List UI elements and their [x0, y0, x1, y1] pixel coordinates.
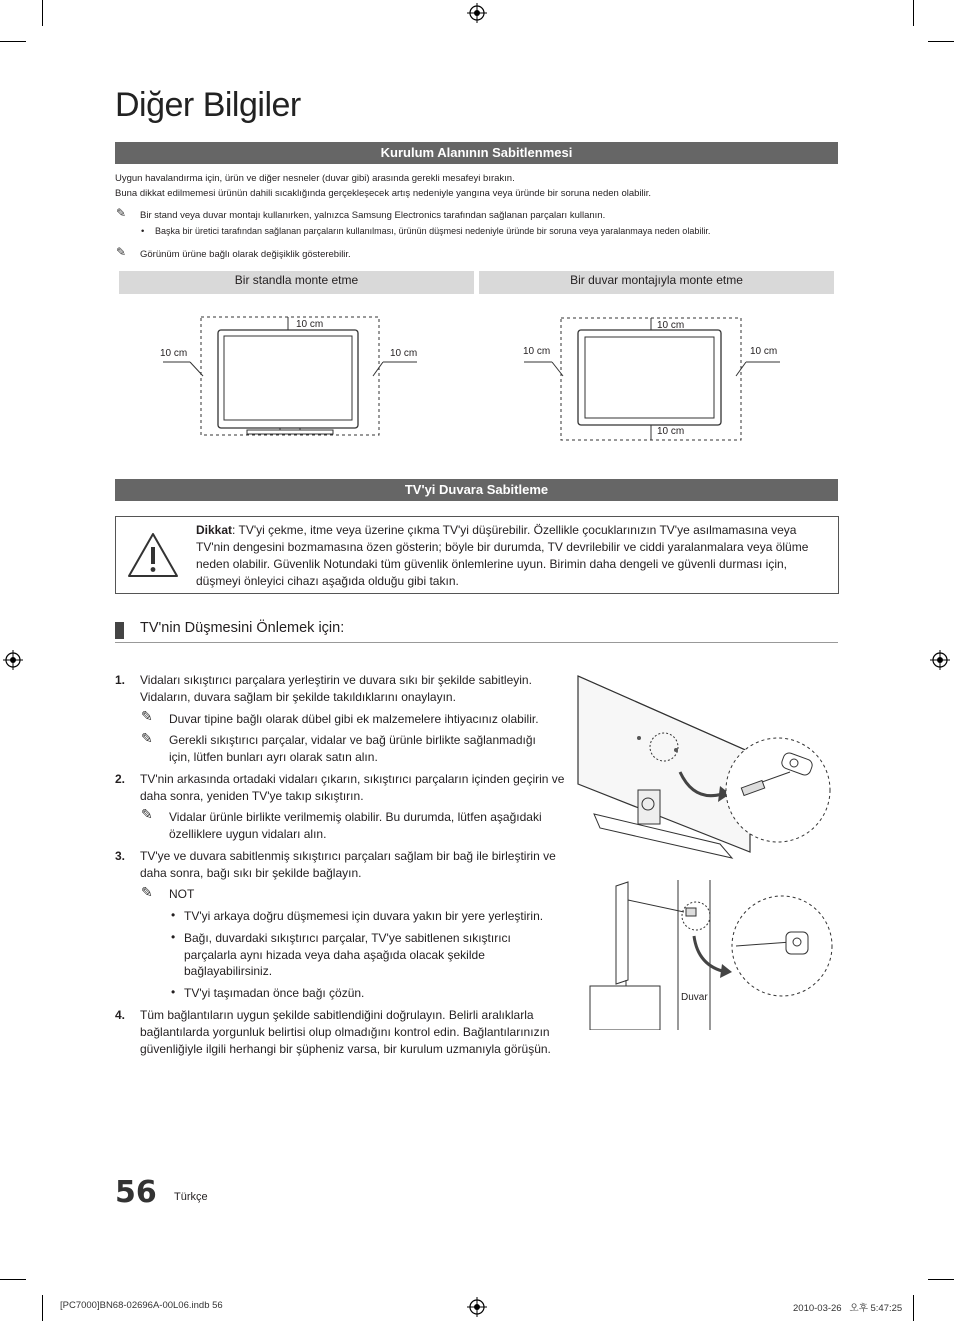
dimension-label: 10 cm — [160, 348, 188, 359]
wall-label: Duvar — [681, 992, 708, 1003]
crop-mark — [42, 1295, 43, 1321]
dimension-label: 10 cm — [296, 319, 324, 330]
step-number: 1. — [115, 673, 126, 687]
subsection-heading — [115, 620, 838, 643]
pencil-note-icon: ✎ — [116, 245, 127, 259]
subsection-heading-text: TV'nin Düşmesini Önlemek için: — [140, 620, 345, 636]
pencil-note-icon: ✎ — [141, 806, 153, 822]
bullet-text-1: Başka bir üretici tarafından sağlanan parçaların kullanılması, ürünün düşmesi nedeniyle üründe bir soruna veya yaralanmaya neden olabilir. — [155, 226, 711, 236]
heading-marker — [115, 622, 124, 639]
crop-mark — [0, 1279, 26, 1280]
bullet-text: TV'yi taşımadan önce bağı çözün. — [184, 986, 365, 1000]
crop-mark — [913, 0, 914, 26]
bullet-icon: • — [171, 985, 176, 999]
bullet-text: TV'yi arkaya doğru düşmemesi için duvara yakın bir yere yerleştirin. — [184, 909, 544, 923]
step-text-line: TV'ye ve duvara sabitlenmiş sıkıştırıcı parçaları sağlam bir bağ ile birleştirin ve — [140, 849, 556, 863]
step-text-line: daha sonra, bağı sıkı bir şekilde bağlayın. — [140, 866, 362, 880]
registration-mark-icon — [467, 3, 487, 23]
bullet-icon: • — [171, 908, 176, 922]
registration-mark-icon — [3, 650, 23, 670]
step-text-line: daha sonra, yeniden TV'ye takıp sıkıştırın. — [140, 789, 364, 803]
note-label: NOT — [169, 887, 195, 901]
note-text: özelliklere uygun vidaları alın. — [169, 827, 327, 841]
intro-text-1: Uygun havalandırma için, ürün ve diğer nesneler (duvar gibi) arasında gerekli mesafeyi bırakın. — [115, 173, 515, 184]
section-header-installation-space: Kurulum Alanının Sabitlenmesi — [115, 142, 838, 164]
tv-back-clip-illustration — [572, 672, 834, 862]
step-text-line: Vidaların, duvara sağlam bir şekilde takıldıklarını onaylayın. — [140, 690, 456, 704]
pencil-note-icon: ✎ — [141, 708, 153, 724]
wall-mount-clearance-diagram — [520, 310, 790, 445]
note-text-1: Bir stand veya duvar montajı kullanırken, yalnızca Samsung Electronics tarafından sağlanan parçaları kullanın. — [140, 210, 606, 221]
caution-label: Dikkat — [196, 523, 233, 537]
dimension-label: 10 cm — [750, 346, 778, 357]
step-number: 2. — [115, 772, 126, 786]
bullet-text: parçalarla aynı hizada veya daha aşağıda olacak şekilde — [184, 948, 485, 962]
intro-text-2: Buna dikkat edilmemesi ürünün dahili sıcaklığında gerçekleşecek artış nedeniyle yangına veya üründe bir soruna neden olabilir. — [115, 188, 652, 199]
caution-text-line: düşmeyi önleyici cihazı aşağıda olduğu gibi takın. — [196, 574, 459, 588]
bullet-icon: • — [141, 226, 145, 237]
step-text-line: Tüm bağlantıların uygun şekilde sabitlendiğini doğrulayın. Belirli aralıklarla — [140, 1008, 534, 1022]
pencil-note-icon: ✎ — [141, 884, 153, 900]
dimension-label: 10 cm — [523, 346, 551, 357]
bullet-text: Bağı, duvardaki sıkıştırıcı parçalar, TV'ye sabitlenen sıkıştırıcı — [184, 931, 511, 945]
footer-file-info: [PC7000]BN68-02696A-00L06.indb 56 — [60, 1300, 223, 1311]
step-number: 3. — [115, 849, 126, 863]
note-text: Duvar tipine bağlı olarak dübel gibi ek malzemelere ihtiyacınız olabilir. — [169, 712, 539, 726]
page-title: Diğer Bilgiler — [115, 86, 301, 124]
caution-box — [115, 516, 839, 594]
note-text: Gerekli sıkıştırıcı parçalar, vidalar ve bağ ürünle birlikte sağlanmadığı — [169, 733, 536, 747]
caution-text-line: neden olabilir. Güvenlik Notundaki tüm güvenlik önlemlerine uyun. Birimin daha dengeli ve güvenli durması için, — [196, 557, 787, 571]
step-text-line: Vidaları sıkıştırıcı parçalara yerleştirin ve duvara sıkı bir şekilde sabitleyin. — [140, 673, 532, 687]
caution-text-line: TV'nin dengesini bozmamasına özen gösterin; böyle bir durumda, TV devrilebilir ve ciddi yaralanmalara veya ölüme — [196, 540, 809, 554]
section-header-wall-fixing: TV'yi Duvara Sabitleme — [115, 479, 838, 501]
column-header-stand: Bir standla monte etme — [119, 271, 474, 294]
crop-mark — [928, 41, 954, 42]
note-text: için, lütfen bunları ayrı olarak satın alın. — [169, 750, 378, 764]
step-text-line: TV'nin arkasında ortadaki vidaları çıkarın, sıkıştırıcı parçaların içinden geçirin ve — [140, 772, 565, 786]
column-header-wall-mount: Bir duvar montajıyla monte etme — [479, 271, 834, 294]
dimension-label: 10 cm — [657, 426, 685, 437]
step-text-line: güvenliğiyle ilgili herhangi bir şüpheniz varsa, bir kurulum uzmanıyla görüşün. — [140, 1042, 551, 1056]
dimension-label: 10 cm — [390, 348, 418, 359]
step-text-line: bağlantılarda yorgunluk belirtisi olup olmadığını kontrol edin. Bağlantılarınızın — [140, 1025, 550, 1039]
stand-clearance-diagram — [155, 310, 435, 440]
warning-triangle-icon — [126, 531, 180, 579]
crop-mark — [42, 0, 43, 26]
crop-mark — [0, 41, 26, 42]
step-number: 4. — [115, 1008, 126, 1022]
note-text: Vidalar ürünle birlikte verilmemiş olabilir. Bu durumda, lütfen aşağıdaki — [169, 810, 542, 824]
registration-mark-icon — [467, 1297, 487, 1317]
page-number: 56 — [115, 1175, 157, 1210]
note-text-2: Görünüm ürüne bağlı olarak değişiklik gösterebilir. — [140, 249, 351, 260]
pencil-note-icon: ✎ — [141, 730, 153, 746]
footer-timestamp: 2010-03-26 오후 5:47:25 — [793, 1303, 903, 1314]
registration-mark-icon — [930, 650, 950, 670]
bullet-icon: • — [171, 930, 176, 944]
crop-mark — [913, 1295, 914, 1321]
bullet-text: bağlayabilirsiniz. — [184, 964, 273, 978]
pencil-note-icon: ✎ — [116, 206, 127, 220]
footer-language: Türkçe — [174, 1191, 208, 1203]
dimension-label: 10 cm — [657, 320, 685, 331]
caution-text-line: : TV'yi çekme, itme veya üzerine çıkma TV'yi düşürebilir. Özellikle çocuklarınızın TV'ye asılmamasına veya — [232, 523, 797, 537]
wall-cable-illustration — [586, 880, 836, 1030]
crop-mark — [928, 1279, 954, 1280]
